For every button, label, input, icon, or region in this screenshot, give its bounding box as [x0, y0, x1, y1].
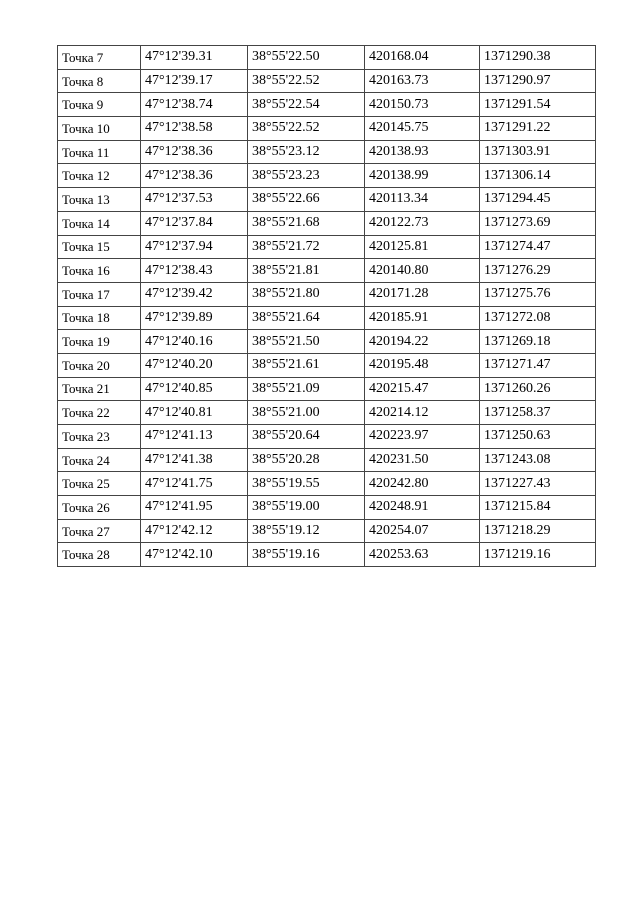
x-coordinate-cell: 420194.22 [365, 330, 480, 354]
table-row [58, 259, 596, 283]
latitude-cell: 47°12'37.53 [141, 188, 248, 212]
x-coordinate-cell: 420138.99 [365, 164, 480, 188]
longitude-cell: 38°55'20.28 [248, 448, 365, 472]
longitude-cell: 38°55'19.12 [248, 519, 365, 543]
table-row [58, 472, 596, 496]
table-row [58, 93, 596, 117]
point-name-cell: Точка 21 [58, 377, 141, 401]
x-coordinate-cell: 420215.47 [365, 377, 480, 401]
x-coordinate-cell: 420242.80 [365, 472, 480, 496]
y-coordinate-cell: 1371272.08 [480, 306, 596, 330]
y-coordinate-cell: 1371306.14 [480, 164, 596, 188]
longitude-cell: 38°55'22.54 [248, 93, 365, 117]
longitude-cell: 38°55'20.64 [248, 425, 365, 449]
longitude-cell: 38°55'19.00 [248, 496, 365, 520]
x-coordinate-cell: 420140.80 [365, 259, 480, 283]
table-row [58, 235, 596, 259]
table-row [58, 401, 596, 425]
longitude-cell: 38°55'21.61 [248, 353, 365, 377]
latitude-cell: 47°12'39.31 [141, 46, 248, 70]
point-name-cell: Точка 10 [58, 117, 141, 141]
x-coordinate-cell: 420214.12 [365, 401, 480, 425]
y-coordinate-cell: 1371275.76 [480, 282, 596, 306]
latitude-cell: 47°12'41.95 [141, 496, 248, 520]
table-row [58, 448, 596, 472]
y-coordinate-cell: 1371269.18 [480, 330, 596, 354]
longitude-cell: 38°55'22.52 [248, 117, 365, 141]
y-coordinate-cell: 1371294.45 [480, 188, 596, 212]
latitude-cell: 47°12'39.89 [141, 306, 248, 330]
point-name-cell: Точка 20 [58, 353, 141, 377]
table-row [58, 117, 596, 141]
table-row [58, 496, 596, 520]
x-coordinate-cell: 420122.73 [365, 211, 480, 235]
longitude-cell: 38°55'21.80 [248, 282, 365, 306]
latitude-cell: 47°12'37.94 [141, 235, 248, 259]
y-coordinate-cell: 1371291.22 [480, 117, 596, 141]
x-coordinate-cell: 420253.63 [365, 543, 480, 567]
table-row [58, 188, 596, 212]
latitude-cell: 47°12'38.36 [141, 140, 248, 164]
latitude-cell: 47°12'41.13 [141, 425, 248, 449]
coordinates-table-body [58, 46, 596, 567]
table-row [58, 282, 596, 306]
point-name-cell: Точка 28 [58, 543, 141, 567]
table-row [58, 377, 596, 401]
x-coordinate-cell: 420138.93 [365, 140, 480, 164]
longitude-cell: 38°55'21.50 [248, 330, 365, 354]
table-row [58, 425, 596, 449]
point-name-cell: Точка 19 [58, 330, 141, 354]
point-name-cell: Точка 27 [58, 519, 141, 543]
y-coordinate-cell: 1371227.43 [480, 472, 596, 496]
latitude-cell: 47°12'40.20 [141, 353, 248, 377]
longitude-cell: 38°55'23.23 [248, 164, 365, 188]
latitude-cell: 47°12'38.74 [141, 93, 248, 117]
point-name-cell: Точка 12 [58, 164, 141, 188]
longitude-cell: 38°55'22.66 [248, 188, 365, 212]
x-coordinate-cell: 420195.48 [365, 353, 480, 377]
table-row [58, 330, 596, 354]
point-name-cell: Точка 15 [58, 235, 141, 259]
table-row [58, 519, 596, 543]
table-row [58, 306, 596, 330]
x-coordinate-cell: 420231.50 [365, 448, 480, 472]
point-name-cell: Точка 23 [58, 425, 141, 449]
longitude-cell: 38°55'19.55 [248, 472, 365, 496]
point-name-cell: Точка 7 [58, 46, 141, 70]
x-coordinate-cell: 420223.97 [365, 425, 480, 449]
point-name-cell: Точка 17 [58, 282, 141, 306]
y-coordinate-cell: 1371243.08 [480, 448, 596, 472]
y-coordinate-cell: 1371291.54 [480, 93, 596, 117]
point-name-cell: Точка 9 [58, 93, 141, 117]
coordinates-table [57, 45, 596, 567]
latitude-cell: 47°12'37.84 [141, 211, 248, 235]
point-name-cell: Точка 14 [58, 211, 141, 235]
y-coordinate-cell: 1371218.29 [480, 519, 596, 543]
longitude-cell: 38°55'22.52 [248, 69, 365, 93]
y-coordinate-cell: 1371274.47 [480, 235, 596, 259]
y-coordinate-cell: 1371290.38 [480, 46, 596, 70]
y-coordinate-cell: 1371215.84 [480, 496, 596, 520]
table-row [58, 211, 596, 235]
point-name-cell: Точка 13 [58, 188, 141, 212]
x-coordinate-cell: 420113.34 [365, 188, 480, 212]
point-name-cell: Точка 24 [58, 448, 141, 472]
point-name-cell: Точка 22 [58, 401, 141, 425]
table-row [58, 46, 596, 70]
y-coordinate-cell: 1371271.47 [480, 353, 596, 377]
table-row [58, 69, 596, 93]
longitude-cell: 38°55'21.81 [248, 259, 365, 283]
table-row [58, 353, 596, 377]
point-name-cell: Точка 16 [58, 259, 141, 283]
x-coordinate-cell: 420145.75 [365, 117, 480, 141]
point-name-cell: Точка 11 [58, 140, 141, 164]
latitude-cell: 47°12'38.58 [141, 117, 248, 141]
longitude-cell: 38°55'21.64 [248, 306, 365, 330]
table-row [58, 543, 596, 567]
latitude-cell: 47°12'38.43 [141, 259, 248, 283]
latitude-cell: 47°12'40.16 [141, 330, 248, 354]
latitude-cell: 47°12'40.85 [141, 377, 248, 401]
longitude-cell: 38°55'19.16 [248, 543, 365, 567]
point-name-cell: Точка 18 [58, 306, 141, 330]
latitude-cell: 47°12'40.81 [141, 401, 248, 425]
x-coordinate-cell: 420171.28 [365, 282, 480, 306]
latitude-cell: 47°12'42.10 [141, 543, 248, 567]
table-row [58, 140, 596, 164]
point-name-cell: Точка 26 [58, 496, 141, 520]
x-coordinate-cell: 420185.91 [365, 306, 480, 330]
longitude-cell: 38°55'21.68 [248, 211, 365, 235]
y-coordinate-cell: 1371260.26 [480, 377, 596, 401]
y-coordinate-cell: 1371219.16 [480, 543, 596, 567]
table-row [58, 164, 596, 188]
x-coordinate-cell: 420168.04 [365, 46, 480, 70]
x-coordinate-cell: 420163.73 [365, 69, 480, 93]
y-coordinate-cell: 1371303.91 [480, 140, 596, 164]
y-coordinate-cell: 1371290.97 [480, 69, 596, 93]
latitude-cell: 47°12'41.75 [141, 472, 248, 496]
latitude-cell: 47°12'41.38 [141, 448, 248, 472]
y-coordinate-cell: 1371276.29 [480, 259, 596, 283]
latitude-cell: 47°12'39.42 [141, 282, 248, 306]
longitude-cell: 38°55'23.12 [248, 140, 365, 164]
longitude-cell: 38°55'22.50 [248, 46, 365, 70]
latitude-cell: 47°12'38.36 [141, 164, 248, 188]
x-coordinate-cell: 420150.73 [365, 93, 480, 117]
longitude-cell: 38°55'21.09 [248, 377, 365, 401]
y-coordinate-cell: 1371258.37 [480, 401, 596, 425]
x-coordinate-cell: 420125.81 [365, 235, 480, 259]
point-name-cell: Точка 25 [58, 472, 141, 496]
x-coordinate-cell: 420254.07 [365, 519, 480, 543]
latitude-cell: 47°12'42.12 [141, 519, 248, 543]
x-coordinate-cell: 420248.91 [365, 496, 480, 520]
longitude-cell: 38°55'21.00 [248, 401, 365, 425]
point-name-cell: Точка 8 [58, 69, 141, 93]
y-coordinate-cell: 1371273.69 [480, 211, 596, 235]
longitude-cell: 38°55'21.72 [248, 235, 365, 259]
latitude-cell: 47°12'39.17 [141, 69, 248, 93]
y-coordinate-cell: 1371250.63 [480, 425, 596, 449]
